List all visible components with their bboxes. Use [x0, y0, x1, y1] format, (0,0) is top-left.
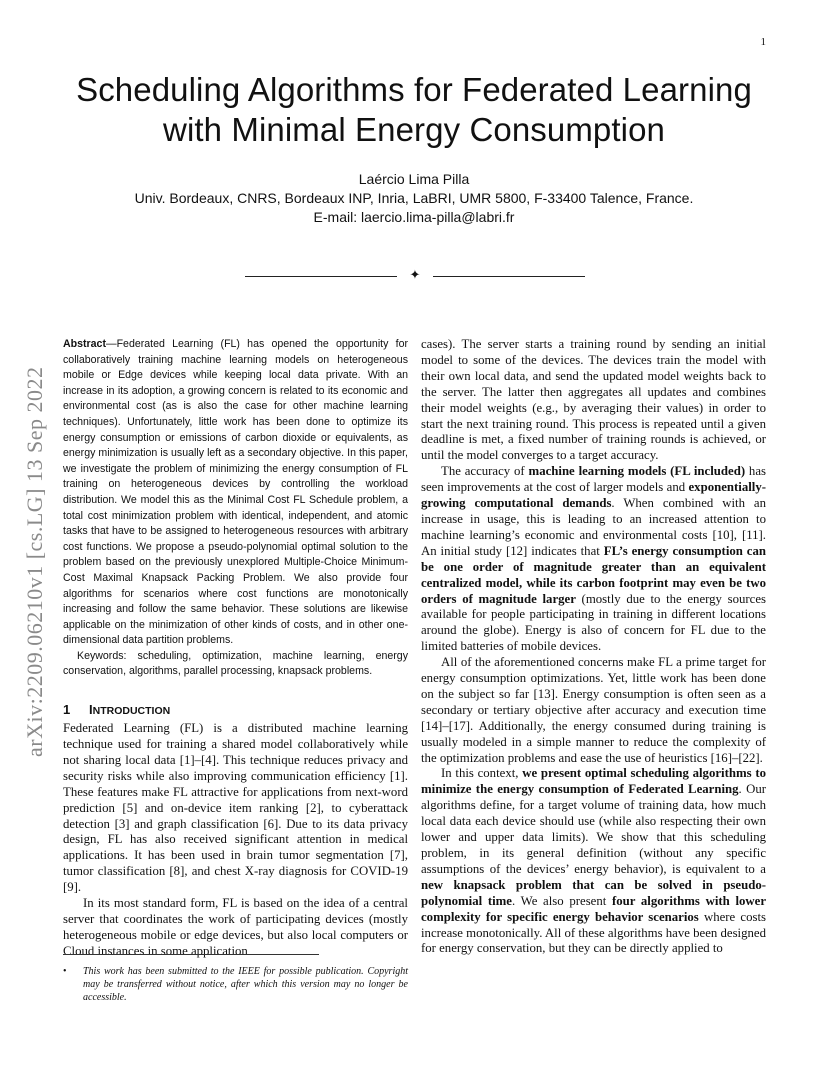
right-paragraph-1: cases). The server starts a training round by sending an initial model to some of the devices. The devices train the model with their own local data, and send the updated model weights back to the server. The latter then aggregates all updates and combines their model weights (e.g., by averaging their values) in order to start the next training round. This process is repeated until a given deadline is met, a fixed number of training rounds is achieved, or until the model converges to a target accuracy.	[421, 337, 766, 463]
bold-run: exponentially-growing computational demands	[421, 480, 766, 511]
text-run: where costs increase monotonically. All of these algorithms have been designed for energy conservation, but they can be directly applied to	[421, 909, 766, 956]
right-column	[421, 337, 766, 957]
text-run: has seen improvements at the cost of larger models and	[421, 464, 766, 495]
author-email: E-mail: laercio.lima-pilla@labri.fr	[313, 208, 515, 225]
bold-run: FL’s energy consumption can be one order of magnitude greater than an equivalent centralized model, while its carbon footprint may even be two orders of magnitude larger	[421, 543, 767, 606]
arxiv-stamp: arXiv:2209.06210v1 [cs.LG] 13 Sep 2022	[22, 366, 47, 757]
abstract-label: Abstract	[63, 338, 106, 350]
right-paragraph-2	[421, 464, 766, 655]
separator-rule-left	[245, 276, 397, 277]
title-line-2: with Minimal Energy Consumption	[163, 110, 665, 148]
footnote-text: This work has been submitted to the IEEE for possible publication. Copyright may be transferred without notice, after which this version may no longer be accessible.	[83, 966, 408, 1003]
footnote-bullet-icon: •	[63, 966, 67, 977]
author-affiliation: Univ. Bordeaux, CNRS, Bordeaux INP, Inria, LaBRI, UMR 5800, F-33400 Talence, France.	[134, 189, 694, 206]
keywords: Keywords: scheduling, optimization, machine learning, energy conservation, algorithms, parallel processing, knapsack problems.	[63, 649, 408, 678]
footnote	[63, 965, 408, 1004]
text-run: . Our algorithms define, for a target volume of training data, how much local data each device should use (while also respecting their own lower and upper data limits). We show that this scheduling problem, in its general definition (without any specific assumptions of the devices’ energy behavior), is equivalent to a	[421, 782, 766, 876]
author-name: Laércio Lima Pilla	[358, 171, 470, 187]
text-run: . We also present	[512, 893, 612, 908]
footnote-rule	[63, 954, 319, 955]
text-run: In this context,	[441, 766, 523, 781]
paper-title	[0, 70, 828, 149]
right-paragraph-3: All of the aforementioned concerns make FL a prime target for energy consumption optimizations. Yet, little work has been done on the subject so far [13]. Energy consumption is often seen as a secondary or tertiary objective after accuracy and execution time [14]–[17]. Additionally, the energy consumed during training is usually modeled in a simple manner to reduce the complexity of the optimization problems and ease the use of heuristics [16]–[22].	[421, 655, 766, 765]
author-block	[0, 170, 828, 227]
section-title-rest: NTRODUCTION	[92, 705, 171, 718]
title-line-1: Scheduling Algorithms for Federated Learning	[76, 71, 752, 108]
separator-rule-right	[433, 276, 585, 277]
right-paragraph-4	[421, 766, 766, 957]
text-run: . When combined with an increase in usage, this is leading to an increased attention to machine learning’s economic and environmental costs [10], [11]. An initial study [12] indicates that	[421, 496, 766, 558]
bold-run: we present optimal scheduling algorithms to minimize the energy consumption of Federated Learning	[421, 766, 766, 797]
page-number: 1	[760, 36, 766, 48]
bold-run: new knapsack problem that can be solved in pseudo-polynomial time	[421, 877, 766, 908]
section-title-initial: I	[89, 702, 93, 718]
bold-run: four algorithms with lower complexity for specific energy behavior scenarios	[421, 893, 766, 924]
section-heading	[63, 702, 408, 717]
intro-paragraph-1: Federated Learning (FL) is a distributed machine learning technique used for training a shared model collaboratively while not sharing local data [1]–[4]. This technique reduces privacy and security risks while also improving communication efficiency [1]. These features make FL attractive for applications from next-word prediction [5] and on-device item ranking [2], to cyberattack detection [3] and graph classification [6]. Due to its data privacy design, FL has also received significant attention in medical applications. It has been used in brain tumor segmentation [7], tumor classification [8], and chest X-ray diagnosis for COVID-19 [9].	[63, 721, 408, 895]
text-run: (mostly due to the energy sources available for people participating in training in different locations around the globe). Energy is also of concern for FL due to the limited batteries of mobile devices.	[421, 591, 766, 654]
section-number: 1	[63, 702, 71, 718]
text-run: The accuracy of	[441, 464, 529, 479]
abstract-text: —Federated Learning (FL) has opened the opportunity for collaboratively training machine learning models on heterogeneous mobile or Edge devices while keeping local data private. With an increase in its adoption, a growing concern is related to its economic and environmental cost (as is also the case for other machine learning techniques). Unfortunately, little work has been done to optimize its energy consumption or emissions of carbon dioxide or equivalents, as energy minimization is usually left as a secondary objective. In this paper, we investigate the problem of minimizing the energy consumption of FL training on heterogeneous devices by controlling the workload distribution. We model this as the Minimal Cost FL Schedule problem, a total cost minimization problem with identical, independent, and atomic tasks that have to be assigned to heterogeneous resources with arbitrary cost functions. We propose a pseudo-polynomial optimal solution to the problem based on the previously unexplored Multiple-Choice Minimum-Cost Maximal Knapsack Packing Problem. We also provide four algorithms for scenarios where cost functions are monotonically increasing and follow the same behavior. These solutions are likewise applicable on the minimization of other kinds of costs, and in other one-dimensional data partition problems.	[63, 338, 408, 647]
bold-run: machine learning models (FL included)	[528, 464, 746, 479]
abstract	[63, 337, 408, 649]
intro-paragraph-2: In its most standard form, FL is based on the idea of a central server that coordinates the work of participating devices (mostly heterogeneous mobile or edge devices, but also local computers or Cloud instances in some application	[63, 896, 408, 958]
separator-diamond-icon: ✦	[409, 268, 421, 283]
left-column	[63, 337, 408, 960]
title-separator	[245, 268, 585, 284]
